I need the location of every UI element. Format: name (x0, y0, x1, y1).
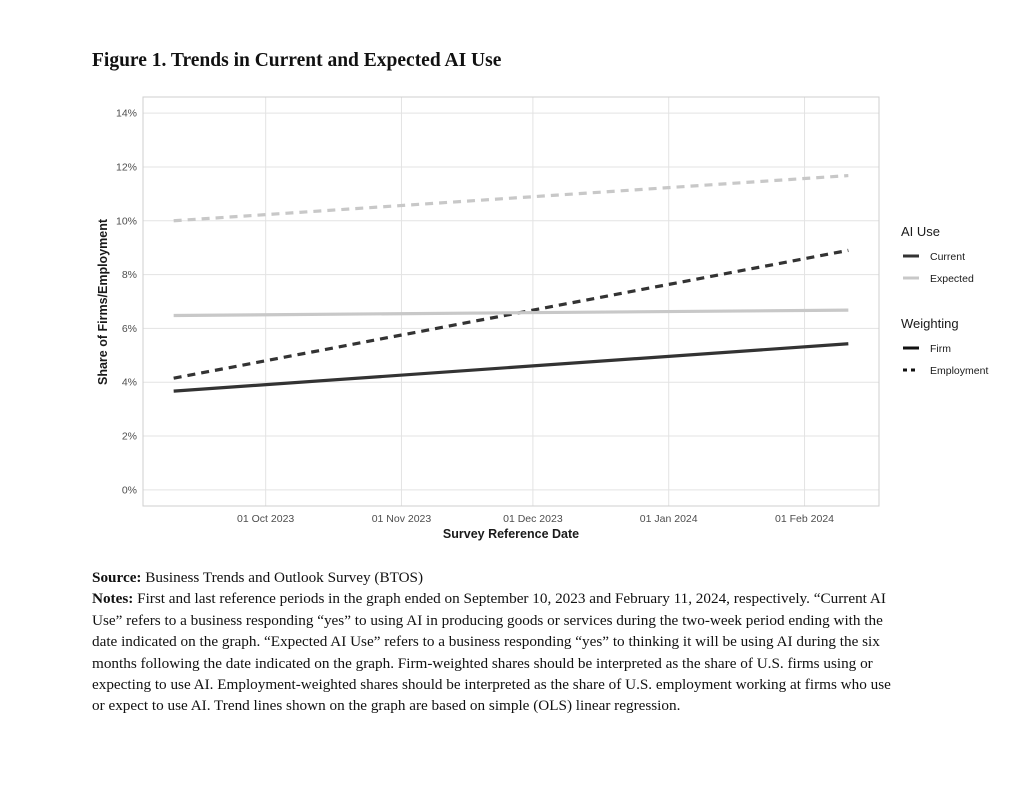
legend-label: Current (930, 251, 966, 263)
y-axis-title: Share of Firms/Employment (96, 218, 110, 386)
source-line (92, 567, 892, 588)
series-lines (174, 176, 849, 392)
legend-label: Expected (930, 273, 974, 285)
y-tick-label: 12% (115, 161, 137, 174)
x-tick-label: 01 Dec 2023 (503, 513, 563, 525)
y-tick-label: 6% (121, 322, 137, 335)
trend-chart (90, 88, 1010, 548)
figure-title: Figure 1. Trends in Current and Expected AI Use (92, 50, 502, 71)
notes-text: First and last reference periods in the graph ended on September 10, 2023 and February 11, 2024, respectively. “Current AI Use” refers to a business responding “yes” to using AI in producing goods or services during the two-week period ending with the date indicated on the graph. “Expected AI Use” refers to a business responding “yes” to thinking it will be using AI during the six months following the date indicated on the graph. Firm-weighted shares should be interpreted as the share of U.S. firms using or expecting to use AI. Employment-weighted shares should be interpreted as the share of U.S. employment working at firms who use or expect to use AI. Trend lines shown on the graph are based on simple (OLS) linear regression. (92, 590, 891, 715)
legend-label: Employment (930, 365, 989, 377)
y-tick-label: 4% (121, 376, 137, 389)
legend-title: AI Use (901, 224, 941, 239)
y-tick-label: 8% (121, 269, 137, 282)
notes-label: Notes: (92, 590, 134, 608)
figure-notes (92, 567, 892, 717)
notes-paragraph (92, 588, 892, 716)
legend (901, 224, 988, 377)
legend-title: Weighting (901, 316, 959, 331)
plot-panel-border (143, 97, 879, 506)
x-tick-label: 01 Nov 2023 (371, 513, 432, 525)
source-text: Business Trends and Outlook Survey (BTOS) (141, 569, 424, 586)
y-axis-ticks (116, 108, 137, 497)
x-axis-ticks (237, 513, 834, 525)
y-tick-label: 0% (121, 484, 137, 497)
grid (143, 97, 879, 506)
series-line-current-firm (174, 344, 849, 391)
x-tick-label: 01 Oct 2023 (237, 513, 295, 525)
y-tick-label: 2% (121, 430, 137, 443)
x-axis-title: Survey Reference Date (442, 527, 580, 541)
x-tick-label: 01 Jan 2024 (639, 513, 698, 525)
series-line-expected-employment (174, 176, 849, 221)
legend-label: Firm (930, 343, 951, 355)
y-tick-label: 10% (115, 215, 137, 228)
y-tick-label: 14% (115, 107, 137, 120)
source-label: Source: (92, 569, 142, 586)
x-tick-label: 01 Feb 2024 (775, 513, 835, 525)
